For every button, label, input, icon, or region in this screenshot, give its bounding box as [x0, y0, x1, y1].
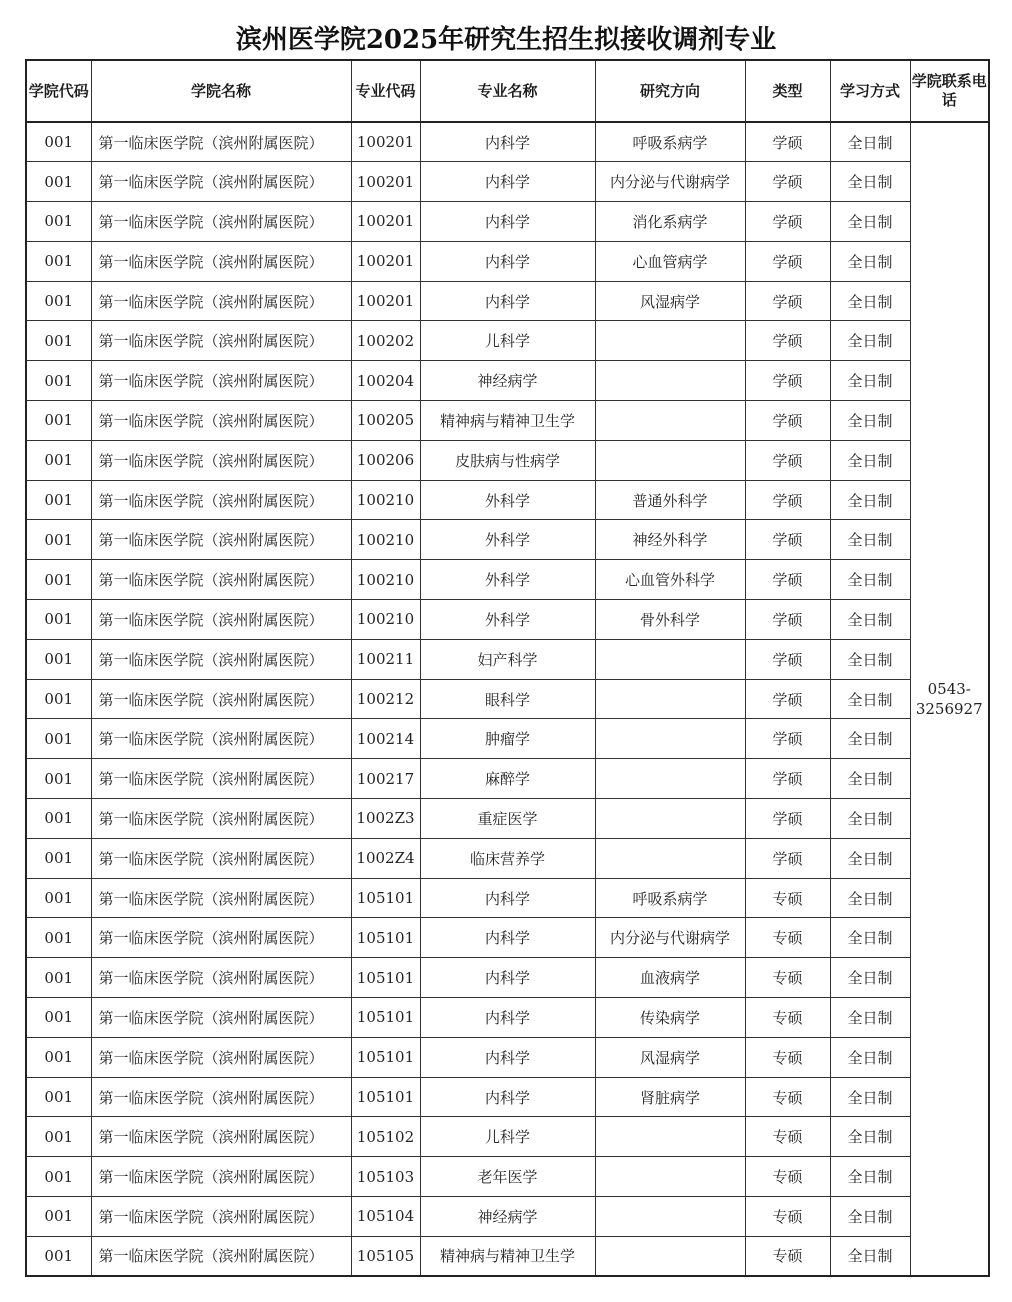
college-code-cell: 001	[26, 1197, 91, 1237]
major-name-cell: 儿科学	[420, 321, 595, 361]
table-row	[26, 759, 989, 799]
major-name-cell: 神经病学	[420, 1197, 595, 1237]
direction-cell	[595, 799, 745, 839]
type-cell: 学硕	[745, 600, 830, 640]
study-mode-cell: 全日制	[830, 759, 910, 799]
college-name-cell: 第一临床医学院（滨州附属医院）	[91, 361, 351, 401]
direction-cell	[595, 639, 745, 679]
major-name-cell: 内科学	[420, 281, 595, 321]
major-code-cell: 100201	[351, 281, 420, 321]
major-code-cell: 105101	[351, 1037, 420, 1077]
study-mode-cell: 全日制	[830, 838, 910, 878]
table-row	[26, 241, 989, 281]
table-row	[26, 639, 989, 679]
college-code-cell: 001	[26, 241, 91, 281]
college-code-cell: 001	[26, 958, 91, 998]
college-code-cell: 001	[26, 759, 91, 799]
major-name-cell: 内科学	[420, 241, 595, 281]
direction-cell	[595, 719, 745, 759]
college-name-cell: 第一临床医学院（滨州附属医院）	[91, 520, 351, 560]
direction-cell: 呼吸系病学	[595, 122, 745, 162]
major-code-cell: 100212	[351, 679, 420, 719]
college-name-cell: 第一临床医学院（滨州附属医院）	[91, 719, 351, 759]
college-name-cell: 第一临床医学院（滨州附属医院）	[91, 998, 351, 1038]
table-row	[26, 1037, 989, 1077]
major-name-cell: 内科学	[420, 122, 595, 162]
table-row	[26, 1157, 989, 1197]
table-row	[26, 719, 989, 759]
major-name-cell: 外科学	[420, 600, 595, 640]
direction-cell	[595, 1197, 745, 1237]
type-cell: 专硕	[745, 1117, 830, 1157]
major-code-cell: 100210	[351, 520, 420, 560]
type-cell: 学硕	[745, 162, 830, 202]
study-mode-cell: 全日制	[830, 122, 910, 162]
table-row	[26, 998, 989, 1038]
college-name-cell: 第一临床医学院（滨州附属医院）	[91, 918, 351, 958]
college-code-cell: 001	[26, 1077, 91, 1117]
type-cell: 专硕	[745, 878, 830, 918]
major-code-cell: 100205	[351, 401, 420, 441]
table-row	[26, 1077, 989, 1117]
type-cell: 专硕	[745, 1037, 830, 1077]
major-name-cell: 内科学	[420, 1037, 595, 1077]
type-cell: 专硕	[745, 918, 830, 958]
table-row	[26, 1197, 989, 1237]
study-mode-cell: 全日制	[830, 520, 910, 560]
study-mode-cell: 全日制	[830, 878, 910, 918]
study-mode-cell: 全日制	[830, 679, 910, 719]
table-row	[26, 958, 989, 998]
study-mode-cell: 全日制	[830, 202, 910, 242]
table-row	[26, 838, 989, 878]
table-row	[26, 918, 989, 958]
college-code-cell: 001	[26, 1157, 91, 1197]
direction-cell	[595, 1157, 745, 1197]
header-college-name: 学院名称	[91, 60, 351, 122]
college-code-cell: 001	[26, 440, 91, 480]
header-type: 类型	[745, 60, 830, 122]
major-name-cell: 内科学	[420, 878, 595, 918]
contact-phone-cell: 0543-3256927	[910, 122, 989, 1276]
table-row	[26, 162, 989, 202]
study-mode-cell: 全日制	[830, 958, 910, 998]
college-name-cell: 第一临床医学院（滨州附属医院）	[91, 600, 351, 640]
table-row	[26, 202, 989, 242]
type-cell: 专硕	[745, 1197, 830, 1237]
type-cell: 学硕	[745, 639, 830, 679]
major-name-cell: 内科学	[420, 1077, 595, 1117]
table-row	[26, 799, 989, 839]
study-mode-cell: 全日制	[830, 241, 910, 281]
college-code-cell: 001	[26, 998, 91, 1038]
table-row	[26, 878, 989, 918]
type-cell: 学硕	[745, 759, 830, 799]
major-name-cell: 精神病与精神卫生学	[420, 1236, 595, 1276]
college-code-cell: 001	[26, 639, 91, 679]
table-row	[26, 679, 989, 719]
study-mode-cell: 全日制	[830, 480, 910, 520]
study-mode-cell: 全日制	[830, 1037, 910, 1077]
table-row	[26, 1236, 989, 1276]
college-name-cell: 第一临床医学院（滨州附属医院）	[91, 480, 351, 520]
college-name-cell: 第一临床医学院（滨州附属医院）	[91, 1157, 351, 1197]
college-code-cell: 001	[26, 918, 91, 958]
college-name-cell: 第一临床医学院（滨州附属医院）	[91, 639, 351, 679]
college-name-cell: 第一临床医学院（滨州附属医院）	[91, 401, 351, 441]
major-name-cell: 麻醉学	[420, 759, 595, 799]
table-body	[26, 122, 989, 1276]
table-row	[26, 321, 989, 361]
table-row	[26, 1117, 989, 1157]
header-major-code: 专业代码	[351, 60, 420, 122]
college-code-cell: 001	[26, 202, 91, 242]
college-code-cell: 001	[26, 560, 91, 600]
direction-cell: 心血管病学	[595, 241, 745, 281]
study-mode-cell: 全日制	[830, 719, 910, 759]
major-code-cell: 105101	[351, 998, 420, 1038]
college-name-cell: 第一临床医学院（滨州附属医院）	[91, 321, 351, 361]
college-code-cell: 001	[26, 281, 91, 321]
table-row	[26, 560, 989, 600]
direction-cell	[595, 759, 745, 799]
college-code-cell: 001	[26, 838, 91, 878]
college-name-cell: 第一临床医学院（滨州附属医院）	[91, 281, 351, 321]
college-name-cell: 第一临床医学院（滨州附属医院）	[91, 241, 351, 281]
college-code-cell: 001	[26, 600, 91, 640]
direction-cell	[595, 1117, 745, 1157]
direction-cell: 内分泌与代谢病学	[595, 162, 745, 202]
study-mode-cell: 全日制	[830, 1077, 910, 1117]
direction-cell	[595, 440, 745, 480]
major-name-cell: 妇产科学	[420, 639, 595, 679]
college-code-cell: 001	[26, 162, 91, 202]
study-mode-cell: 全日制	[830, 918, 910, 958]
college-code-cell: 001	[26, 1037, 91, 1077]
study-mode-cell: 全日制	[830, 998, 910, 1038]
table-row	[26, 600, 989, 640]
college-name-cell: 第一临床医学院（滨州附属医院）	[91, 162, 351, 202]
study-mode-cell: 全日制	[830, 1236, 910, 1276]
major-name-cell: 肿瘤学	[420, 719, 595, 759]
major-code-cell: 100201	[351, 202, 420, 242]
direction-cell: 心血管外科学	[595, 560, 745, 600]
major-code-cell: 105103	[351, 1157, 420, 1197]
college-code-cell: 001	[26, 321, 91, 361]
direction-cell	[595, 838, 745, 878]
college-name-cell: 第一临床医学院（滨州附属医院）	[91, 838, 351, 878]
major-code-cell: 100202	[351, 321, 420, 361]
study-mode-cell: 全日制	[830, 639, 910, 679]
major-code-cell: 100201	[351, 162, 420, 202]
type-cell: 专硕	[745, 1157, 830, 1197]
college-name-cell: 第一临床医学院（滨州附属医院）	[91, 202, 351, 242]
direction-cell	[595, 1236, 745, 1276]
college-code-cell: 001	[26, 361, 91, 401]
major-name-cell: 外科学	[420, 520, 595, 560]
major-name-cell: 神经病学	[420, 361, 595, 401]
major-name-cell: 儿科学	[420, 1117, 595, 1157]
study-mode-cell: 全日制	[830, 361, 910, 401]
direction-cell: 神经外科学	[595, 520, 745, 560]
major-code-cell: 100201	[351, 241, 420, 281]
type-cell: 学硕	[745, 361, 830, 401]
college-code-cell: 001	[26, 122, 91, 162]
type-cell: 学硕	[745, 560, 830, 600]
college-name-cell: 第一临床医学院（滨州附属医院）	[91, 122, 351, 162]
direction-cell: 肾脏病学	[595, 1077, 745, 1117]
major-name-cell: 内科学	[420, 202, 595, 242]
college-name-cell: 第一临床医学院（滨州附属医院）	[91, 799, 351, 839]
major-code-cell: 105102	[351, 1117, 420, 1157]
table-row	[26, 122, 989, 162]
type-cell: 专硕	[745, 958, 830, 998]
table-row	[26, 480, 989, 520]
college-name-cell: 第一临床医学院（滨州附属医院）	[91, 1037, 351, 1077]
header-study-mode: 学习方式	[830, 60, 910, 122]
type-cell: 学硕	[745, 799, 830, 839]
college-name-cell: 第一临床医学院（滨州附属医院）	[91, 1117, 351, 1157]
study-mode-cell: 全日制	[830, 401, 910, 441]
major-code-cell: 1002Z4	[351, 838, 420, 878]
study-mode-cell: 全日制	[830, 162, 910, 202]
direction-cell: 传染病学	[595, 998, 745, 1038]
major-code-cell: 105101	[351, 918, 420, 958]
direction-cell: 消化系病学	[595, 202, 745, 242]
direction-cell: 血液病学	[595, 958, 745, 998]
type-cell: 学硕	[745, 838, 830, 878]
study-mode-cell: 全日制	[830, 799, 910, 839]
college-code-cell: 001	[26, 679, 91, 719]
major-code-cell: 105101	[351, 878, 420, 918]
type-cell: 学硕	[745, 122, 830, 162]
major-code-cell: 100214	[351, 719, 420, 759]
major-name-cell: 老年医学	[420, 1157, 595, 1197]
table-row	[26, 440, 989, 480]
major-name-cell: 精神病与精神卫生学	[420, 401, 595, 441]
major-name-cell: 眼科学	[420, 679, 595, 719]
direction-cell: 内分泌与代谢病学	[595, 918, 745, 958]
type-cell: 学硕	[745, 321, 830, 361]
type-cell: 学硕	[745, 719, 830, 759]
college-name-cell: 第一临床医学院（滨州附属医院）	[91, 679, 351, 719]
table-header-row	[26, 60, 989, 122]
type-cell: 专硕	[745, 1236, 830, 1276]
major-code-cell: 100206	[351, 440, 420, 480]
type-cell: 专硕	[745, 1077, 830, 1117]
type-cell: 学硕	[745, 679, 830, 719]
direction-cell: 风湿病学	[595, 1037, 745, 1077]
college-name-cell: 第一临床医学院（滨州附属医院）	[91, 759, 351, 799]
direction-cell: 普通外科学	[595, 480, 745, 520]
college-name-cell: 第一临床医学院（滨州附属医院）	[91, 878, 351, 918]
college-name-cell: 第一临床医学院（滨州附属医院）	[91, 440, 351, 480]
college-name-cell: 第一临床医学院（滨州附属医院）	[91, 1236, 351, 1276]
college-name-cell: 第一临床医学院（滨州附属医院）	[91, 958, 351, 998]
college-code-cell: 001	[26, 719, 91, 759]
major-code-cell: 100204	[351, 361, 420, 401]
study-mode-cell: 全日制	[830, 1157, 910, 1197]
type-cell: 学硕	[745, 241, 830, 281]
study-mode-cell: 全日制	[830, 321, 910, 361]
major-name-cell: 内科学	[420, 162, 595, 202]
major-code-cell: 100217	[351, 759, 420, 799]
major-code-cell: 105101	[351, 1077, 420, 1117]
table-row	[26, 401, 989, 441]
table-row	[26, 281, 989, 321]
major-name-cell: 内科学	[420, 918, 595, 958]
college-code-cell: 001	[26, 1117, 91, 1157]
type-cell: 学硕	[745, 401, 830, 441]
major-name-cell: 内科学	[420, 958, 595, 998]
study-mode-cell: 全日制	[830, 1197, 910, 1237]
study-mode-cell: 全日制	[830, 600, 910, 640]
major-code-cell: 1002Z3	[351, 799, 420, 839]
major-code-cell: 100210	[351, 560, 420, 600]
header-contact-phone: 学院联系电话	[910, 60, 989, 122]
direction-cell: 风湿病学	[595, 281, 745, 321]
direction-cell	[595, 679, 745, 719]
type-cell: 学硕	[745, 202, 830, 242]
header-major-name: 专业名称	[420, 60, 595, 122]
direction-cell: 呼吸系病学	[595, 878, 745, 918]
direction-cell	[595, 361, 745, 401]
header-direction: 研究方向	[595, 60, 745, 122]
major-name-cell: 重症医学	[420, 799, 595, 839]
major-name-cell: 内科学	[420, 998, 595, 1038]
major-name-cell: 外科学	[420, 560, 595, 600]
college-code-cell: 001	[26, 401, 91, 441]
major-code-cell: 100210	[351, 480, 420, 520]
major-code-cell: 105105	[351, 1236, 420, 1276]
study-mode-cell: 全日制	[830, 560, 910, 600]
direction-cell	[595, 401, 745, 441]
table-row	[26, 520, 989, 560]
type-cell: 学硕	[745, 281, 830, 321]
major-name-cell: 临床营养学	[420, 838, 595, 878]
college-code-cell: 001	[26, 520, 91, 560]
major-name-cell: 皮肤病与性病学	[420, 440, 595, 480]
college-name-cell: 第一临床医学院（滨州附属医院）	[91, 1077, 351, 1117]
major-code-cell: 105101	[351, 958, 420, 998]
college-code-cell: 001	[26, 799, 91, 839]
major-code-cell: 100210	[351, 600, 420, 640]
document-title: 滨州医学院2025年研究生招生拟接收调剂专业	[235, 25, 777, 55]
direction-cell	[595, 321, 745, 361]
major-code-cell: 105104	[351, 1197, 420, 1237]
direction-cell: 骨外科学	[595, 600, 745, 640]
major-name-cell: 外科学	[420, 480, 595, 520]
college-code-cell: 001	[26, 480, 91, 520]
college-code-cell: 001	[26, 878, 91, 918]
type-cell: 学硕	[745, 480, 830, 520]
college-code-cell: 001	[26, 1236, 91, 1276]
header-college-code: 学院代码	[26, 60, 91, 122]
major-code-cell: 100211	[351, 639, 420, 679]
study-mode-cell: 全日制	[830, 440, 910, 480]
type-cell: 学硕	[745, 520, 830, 560]
major-code-cell: 100201	[351, 122, 420, 162]
majors-table	[25, 59, 990, 1277]
college-name-cell: 第一临床医学院（滨州附属医院）	[91, 560, 351, 600]
table-row	[26, 361, 989, 401]
study-mode-cell: 全日制	[830, 281, 910, 321]
college-name-cell: 第一临床医学院（滨州附属医院）	[91, 1197, 351, 1237]
type-cell: 学硕	[745, 440, 830, 480]
study-mode-cell: 全日制	[830, 1117, 910, 1157]
type-cell: 专硕	[745, 998, 830, 1038]
